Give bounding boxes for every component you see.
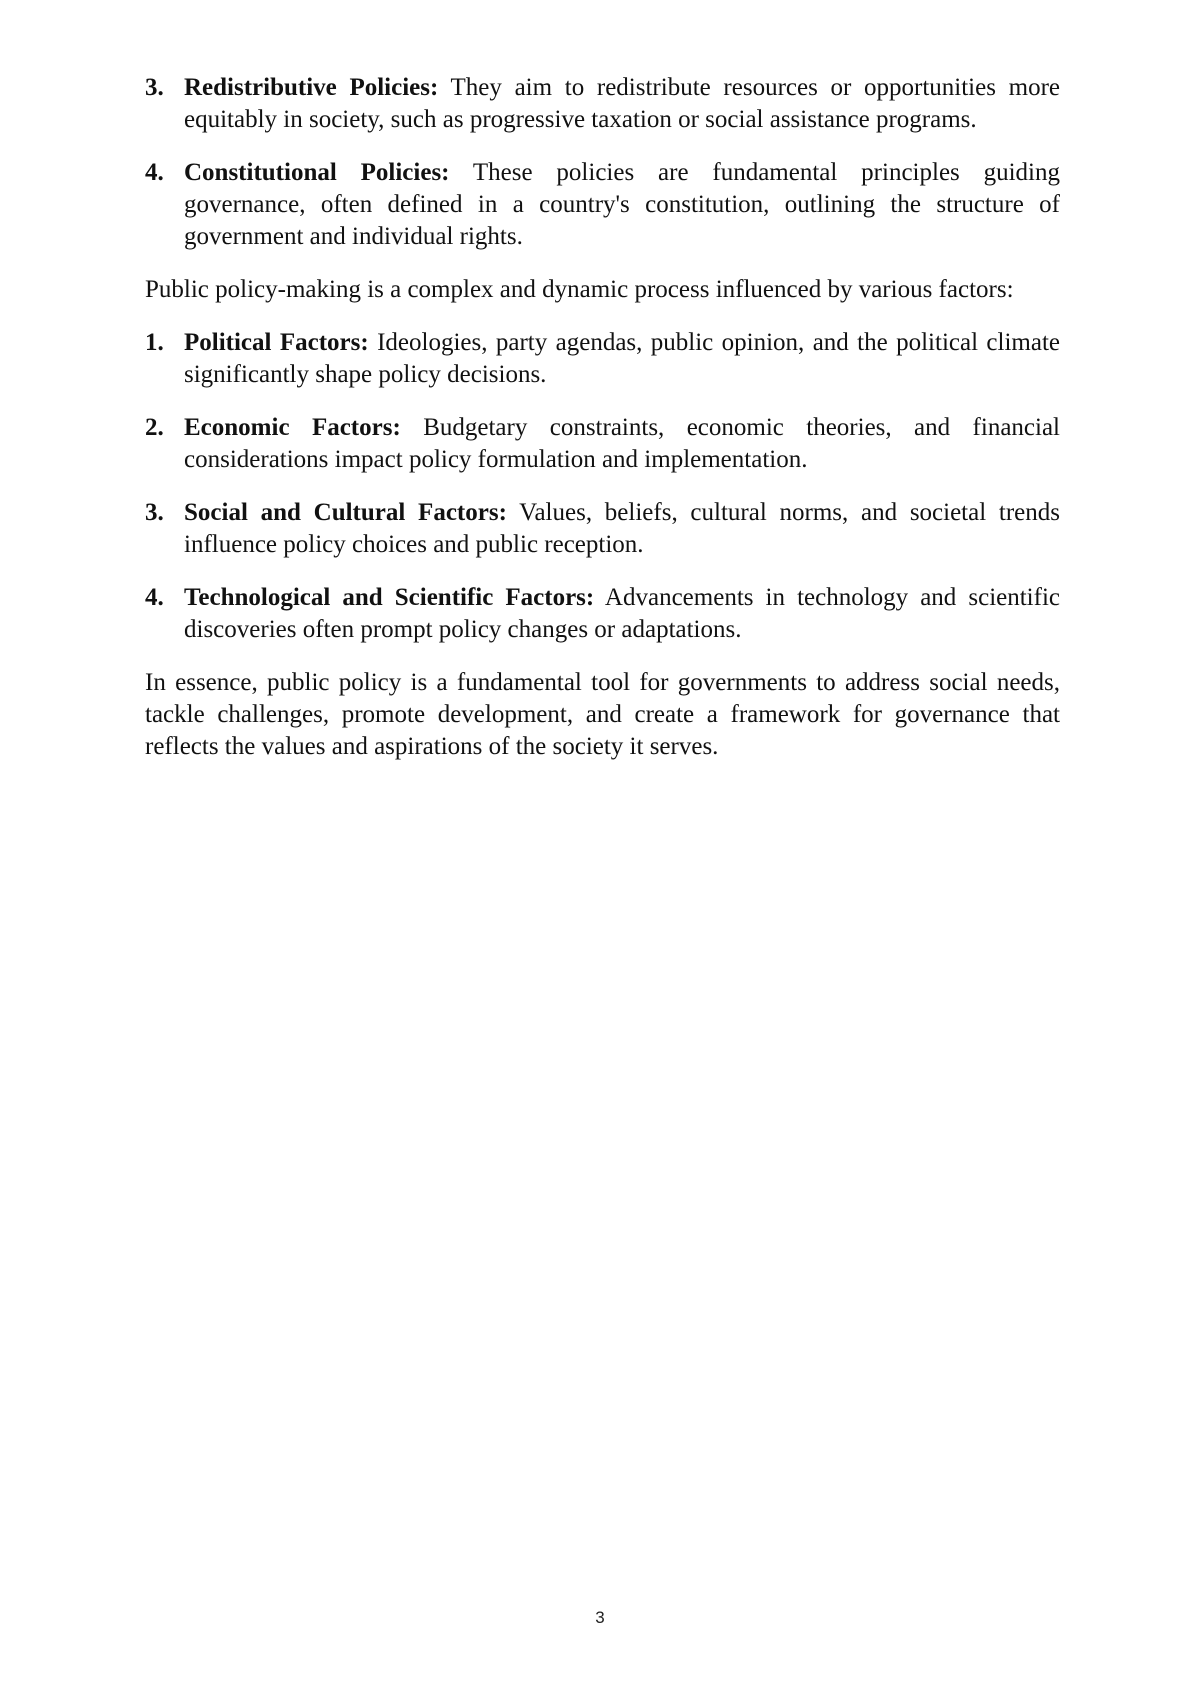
list-item-term: Social and Cultural Factors: [184, 499, 507, 526]
list-item-number: 2. [145, 414, 164, 441]
policy-factors-list [145, 327, 1060, 646]
list-item-text: They aim to redistribute resources or opportunities more equitably in society, such as progressive taxation or social assistance programs. [184, 74, 1060, 133]
list-item-term: Constitutional Policies: [184, 159, 450, 186]
list-item-text: Values, beliefs, cultural norms, and societal trends influence policy choices and public reception. [184, 499, 1060, 558]
list-item-term: Redistributive Policies: [184, 74, 439, 101]
list-item-number: 3. [145, 74, 164, 101]
closing-paragraph: In essence, public policy is a fundamental tool for governments to address social needs, tackle challenges, promote development, and create a framework for governance that reflects the values and aspirations of the society it serves. [145, 669, 1060, 760]
intro-paragraph: Public policy-making is a complex and dynamic process influenced by various factors: [145, 276, 1014, 303]
policy-types-list [145, 72, 1060, 253]
list-item-text: Advancements in technology and scientific discoveries often prompt policy changes or adaptations. [184, 584, 1060, 643]
list-item-number: 1. [145, 329, 164, 356]
list-item-term: Technological and Scientific Factors: [184, 584, 595, 611]
list-item-economic-factors [145, 412, 1060, 476]
page-number: 3 [595, 1608, 605, 1627]
list-item-term: Economic Factors: [184, 414, 401, 441]
list-item-number: 4. [145, 584, 164, 611]
list-item-number: 4. [145, 159, 164, 186]
list-item-text: Ideologies, party agendas, public opinion, and the political climate significantly shape policy decisions. [184, 329, 1060, 388]
list-item-term: Political Factors: [184, 329, 369, 356]
list-item-redistributive-policies [145, 72, 1060, 136]
list-item-technological-scientific-factors [145, 582, 1060, 646]
list-item-constitutional-policies [145, 157, 1060, 253]
list-item-social-cultural-factors [145, 497, 1060, 561]
list-item-text: Budgetary constraints, economic theories, and financial considerations impact policy formulation and implementation. [184, 414, 1060, 473]
list-item-political-factors [145, 327, 1060, 391]
list-item-text: These policies are fundamental principles guiding governance, often defined in a country's constitution, outlining the structure of government and individual rights. [184, 159, 1060, 250]
page-content [145, 72, 1060, 784]
list-item-number: 3. [145, 499, 164, 526]
